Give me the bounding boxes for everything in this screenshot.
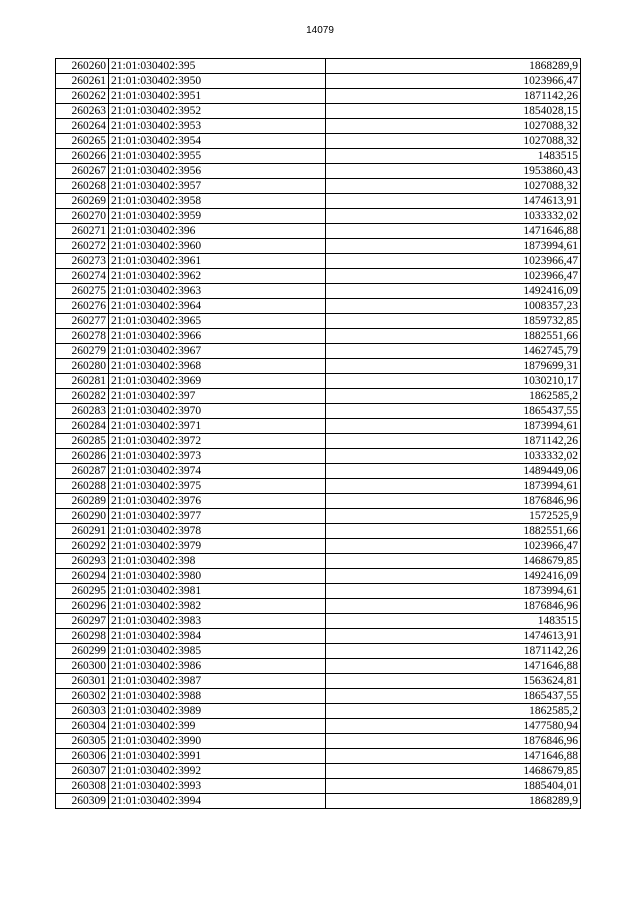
cadastral-value-cell: 1483515 bbox=[326, 149, 581, 164]
table-row bbox=[56, 764, 581, 779]
row-number-cell: 260293 bbox=[56, 554, 109, 569]
cadastral-number-cell: 21:01:030402:3966 bbox=[109, 329, 326, 344]
cadastral-value-cell: 1879699,31 bbox=[326, 359, 581, 374]
row-number-cell: 260303 bbox=[56, 704, 109, 719]
page-number: 14079 bbox=[306, 25, 334, 36]
cadastral-value-cell: 1477580,94 bbox=[326, 719, 581, 734]
cadastral-value-cell: 1027088,32 bbox=[326, 119, 581, 134]
table-row bbox=[56, 164, 581, 179]
table-row bbox=[56, 659, 581, 674]
row-number-cell: 260290 bbox=[56, 509, 109, 524]
row-number-cell: 260288 bbox=[56, 479, 109, 494]
table-row bbox=[56, 74, 581, 89]
table-row bbox=[56, 134, 581, 149]
cadastral-number-cell: 21:01:030402:3958 bbox=[109, 194, 326, 209]
row-number-cell: 260277 bbox=[56, 314, 109, 329]
table-row bbox=[56, 464, 581, 479]
cadastral-number-cell: 21:01:030402:3990 bbox=[109, 734, 326, 749]
row-number-cell: 260272 bbox=[56, 239, 109, 254]
cadastral-number-cell: 21:01:030402:3952 bbox=[109, 104, 326, 119]
cadastral-value-table bbox=[55, 58, 581, 809]
cadastral-value-cell: 1471646,88 bbox=[326, 659, 581, 674]
cadastral-value-cell: 1885404,01 bbox=[326, 779, 581, 794]
row-number-cell: 260260 bbox=[56, 59, 109, 74]
table-row bbox=[56, 629, 581, 644]
table-row bbox=[56, 314, 581, 329]
row-number-cell: 260267 bbox=[56, 164, 109, 179]
row-number-cell: 260282 bbox=[56, 389, 109, 404]
row-number-cell: 260286 bbox=[56, 449, 109, 464]
cadastral-number-cell: 21:01:030402:3993 bbox=[109, 779, 326, 794]
cadastral-value-cell: 1563624,81 bbox=[326, 674, 581, 689]
row-number-cell: 260304 bbox=[56, 719, 109, 734]
cadastral-number-cell: 21:01:030402:3965 bbox=[109, 314, 326, 329]
row-number-cell: 260298 bbox=[56, 629, 109, 644]
cadastral-number-cell: 21:01:030402:3986 bbox=[109, 659, 326, 674]
row-number-cell: 260295 bbox=[56, 584, 109, 599]
cadastral-value-cell: 1468679,85 bbox=[326, 764, 581, 779]
cadastral-value-cell: 1873994,61 bbox=[326, 419, 581, 434]
row-number-cell: 260307 bbox=[56, 764, 109, 779]
table-row bbox=[56, 494, 581, 509]
cadastral-number-cell: 21:01:030402:3962 bbox=[109, 269, 326, 284]
cadastral-number-cell: 21:01:030402:3979 bbox=[109, 539, 326, 554]
row-number-cell: 260273 bbox=[56, 254, 109, 269]
cadastral-value-cell: 1868289,9 bbox=[326, 59, 581, 74]
cadastral-number-cell: 21:01:030402:395 bbox=[109, 59, 326, 74]
table-row bbox=[56, 209, 581, 224]
table-row bbox=[56, 239, 581, 254]
row-number-cell: 260305 bbox=[56, 734, 109, 749]
cadastral-value-cell: 1871142,26 bbox=[326, 89, 581, 104]
cadastral-value-cell: 1030210,17 bbox=[326, 374, 581, 389]
cadastral-value-cell: 1876846,96 bbox=[326, 599, 581, 614]
row-number-cell: 260302 bbox=[56, 689, 109, 704]
cadastral-number-cell: 21:01:030402:3987 bbox=[109, 674, 326, 689]
cadastral-value-cell: 1492416,09 bbox=[326, 569, 581, 584]
table-row bbox=[56, 539, 581, 554]
table-row bbox=[56, 269, 581, 284]
row-number-cell: 260271 bbox=[56, 224, 109, 239]
table-row bbox=[56, 404, 581, 419]
cadastral-number-cell: 21:01:030402:3977 bbox=[109, 509, 326, 524]
cadastral-value-cell: 1876846,96 bbox=[326, 734, 581, 749]
row-number-cell: 260291 bbox=[56, 524, 109, 539]
row-number-cell: 260287 bbox=[56, 464, 109, 479]
row-number-cell: 260275 bbox=[56, 284, 109, 299]
table-row bbox=[56, 569, 581, 584]
cadastral-value-cell: 1871142,26 bbox=[326, 644, 581, 659]
cadastral-value-cell: 1033332,02 bbox=[326, 449, 581, 464]
cadastral-number-cell: 21:01:030402:3982 bbox=[109, 599, 326, 614]
row-number-cell: 260280 bbox=[56, 359, 109, 374]
row-number-cell: 260269 bbox=[56, 194, 109, 209]
cadastral-number-cell: 21:01:030402:3953 bbox=[109, 119, 326, 134]
table-row bbox=[56, 374, 581, 389]
table-row bbox=[56, 224, 581, 239]
table-row bbox=[56, 389, 581, 404]
table-body bbox=[56, 59, 581, 809]
table-row bbox=[56, 689, 581, 704]
cadastral-number-cell: 21:01:030402:3951 bbox=[109, 89, 326, 104]
table-row bbox=[56, 644, 581, 659]
table-row bbox=[56, 614, 581, 629]
cadastral-value-cell: 1865437,55 bbox=[326, 689, 581, 704]
cadastral-number-cell: 21:01:030402:3984 bbox=[109, 629, 326, 644]
cadastral-value-cell: 1953860,43 bbox=[326, 164, 581, 179]
table-row bbox=[56, 89, 581, 104]
cadastral-number-cell: 21:01:030402:3950 bbox=[109, 74, 326, 89]
row-number-cell: 260294 bbox=[56, 569, 109, 584]
cadastral-value-cell: 1023966,47 bbox=[326, 539, 581, 554]
row-number-cell: 260276 bbox=[56, 299, 109, 314]
cadastral-number-cell: 21:01:030402:3960 bbox=[109, 239, 326, 254]
row-number-cell: 260306 bbox=[56, 749, 109, 764]
table-row bbox=[56, 104, 581, 119]
table-row bbox=[56, 419, 581, 434]
table-row bbox=[56, 329, 581, 344]
row-number-cell: 260266 bbox=[56, 149, 109, 164]
cadastral-number-cell: 21:01:030402:3974 bbox=[109, 464, 326, 479]
cadastral-number-cell: 21:01:030402:3963 bbox=[109, 284, 326, 299]
table-row bbox=[56, 359, 581, 374]
table-row bbox=[56, 524, 581, 539]
row-number-cell: 260297 bbox=[56, 614, 109, 629]
cadastral-value-cell: 1873994,61 bbox=[326, 239, 581, 254]
table-row bbox=[56, 179, 581, 194]
cadastral-number-cell: 21:01:030402:3978 bbox=[109, 524, 326, 539]
row-number-cell: 260278 bbox=[56, 329, 109, 344]
cadastral-value-cell: 1033332,02 bbox=[326, 209, 581, 224]
cadastral-value-cell: 1882551,66 bbox=[326, 329, 581, 344]
table-row bbox=[56, 719, 581, 734]
cadastral-number-cell: 21:01:030402:3955 bbox=[109, 149, 326, 164]
cadastral-number-cell: 21:01:030402:3994 bbox=[109, 794, 326, 809]
cadastral-value-cell: 1027088,32 bbox=[326, 134, 581, 149]
cadastral-value-cell: 1474613,91 bbox=[326, 629, 581, 644]
row-number-cell: 260263 bbox=[56, 104, 109, 119]
cadastral-value-cell: 1871142,26 bbox=[326, 434, 581, 449]
table-row bbox=[56, 509, 581, 524]
cadastral-value-cell: 1471646,88 bbox=[326, 224, 581, 239]
table-row bbox=[56, 344, 581, 359]
cadastral-value-cell: 1882551,66 bbox=[326, 524, 581, 539]
cadastral-value-cell: 1865437,55 bbox=[326, 404, 581, 419]
cadastral-value-cell: 1462745,79 bbox=[326, 344, 581, 359]
row-number-cell: 260265 bbox=[56, 134, 109, 149]
cadastral-number-cell: 21:01:030402:3964 bbox=[109, 299, 326, 314]
table-row bbox=[56, 149, 581, 164]
table-row bbox=[56, 194, 581, 209]
row-number-cell: 260299 bbox=[56, 644, 109, 659]
cadastral-number-cell: 21:01:030402:396 bbox=[109, 224, 326, 239]
row-number-cell: 260262 bbox=[56, 89, 109, 104]
row-number-cell: 260279 bbox=[56, 344, 109, 359]
row-number-cell: 260301 bbox=[56, 674, 109, 689]
table-row bbox=[56, 704, 581, 719]
cadastral-number-cell: 21:01:030402:3989 bbox=[109, 704, 326, 719]
table-row bbox=[56, 434, 581, 449]
row-number-cell: 260308 bbox=[56, 779, 109, 794]
cadastral-value-cell: 1862585,2 bbox=[326, 389, 581, 404]
cadastral-number-cell: 21:01:030402:3970 bbox=[109, 404, 326, 419]
row-number-cell: 260268 bbox=[56, 179, 109, 194]
cadastral-value-cell: 1489449,06 bbox=[326, 464, 581, 479]
cadastral-number-cell: 21:01:030402:3975 bbox=[109, 479, 326, 494]
row-number-cell: 260289 bbox=[56, 494, 109, 509]
cadastral-number-cell: 21:01:030402:3980 bbox=[109, 569, 326, 584]
cadastral-number-cell: 21:01:030402:3992 bbox=[109, 764, 326, 779]
table-row bbox=[56, 584, 581, 599]
cadastral-value-cell: 1027088,32 bbox=[326, 179, 581, 194]
cadastral-number-cell: 21:01:030402:3961 bbox=[109, 254, 326, 269]
table-row bbox=[56, 749, 581, 764]
row-number-cell: 260274 bbox=[56, 269, 109, 284]
cadastral-number-cell: 21:01:030402:3954 bbox=[109, 134, 326, 149]
row-number-cell: 260261 bbox=[56, 74, 109, 89]
row-number-cell: 260270 bbox=[56, 209, 109, 224]
table-row bbox=[56, 734, 581, 749]
row-number-cell: 260292 bbox=[56, 539, 109, 554]
table-row bbox=[56, 299, 581, 314]
cadastral-value-cell: 1876846,96 bbox=[326, 494, 581, 509]
cadastral-value-cell: 1873994,61 bbox=[326, 479, 581, 494]
cadastral-number-cell: 21:01:030402:3959 bbox=[109, 209, 326, 224]
table-row bbox=[56, 284, 581, 299]
table-row bbox=[56, 599, 581, 614]
cadastral-value-cell: 1862585,2 bbox=[326, 704, 581, 719]
row-number-cell: 260296 bbox=[56, 599, 109, 614]
cadastral-value-cell: 1023966,47 bbox=[326, 269, 581, 284]
cadastral-value-cell: 1474613,91 bbox=[326, 194, 581, 209]
cadastral-value-cell: 1008357,23 bbox=[326, 299, 581, 314]
cadastral-value-cell: 1483515 bbox=[326, 614, 581, 629]
table-row bbox=[56, 794, 581, 809]
table-row bbox=[56, 59, 581, 74]
cadastral-value-cell: 1868289,9 bbox=[326, 794, 581, 809]
cadastral-number-cell: 21:01:030402:399 bbox=[109, 719, 326, 734]
row-number-cell: 260284 bbox=[56, 419, 109, 434]
cadastral-value-cell: 1492416,09 bbox=[326, 284, 581, 299]
table-row bbox=[56, 674, 581, 689]
cadastral-value-cell: 1572525,9 bbox=[326, 509, 581, 524]
cadastral-value-cell: 1873994,61 bbox=[326, 584, 581, 599]
row-number-cell: 260281 bbox=[56, 374, 109, 389]
table-row bbox=[56, 779, 581, 794]
cadastral-number-cell: 21:01:030402:3988 bbox=[109, 689, 326, 704]
cadastral-number-cell: 21:01:030402:3985 bbox=[109, 644, 326, 659]
cadastral-value-cell: 1854028,15 bbox=[326, 104, 581, 119]
cadastral-number-cell: 21:01:030402:3957 bbox=[109, 179, 326, 194]
cadastral-number-cell: 21:01:030402:3983 bbox=[109, 614, 326, 629]
cadastral-number-cell: 21:01:030402:3971 bbox=[109, 419, 326, 434]
cadastral-value-cell: 1468679,85 bbox=[326, 554, 581, 569]
cadastral-number-cell: 21:01:030402:3956 bbox=[109, 164, 326, 179]
cadastral-number-cell: 21:01:030402:3981 bbox=[109, 584, 326, 599]
cadastral-value-cell: 1471646,88 bbox=[326, 749, 581, 764]
row-number-cell: 260264 bbox=[56, 119, 109, 134]
row-number-cell: 260285 bbox=[56, 434, 109, 449]
cadastral-number-cell: 21:01:030402:3973 bbox=[109, 449, 326, 464]
cadastral-value-cell: 1859732,85 bbox=[326, 314, 581, 329]
table-row bbox=[56, 449, 581, 464]
row-number-cell: 260283 bbox=[56, 404, 109, 419]
row-number-cell: 260309 bbox=[56, 794, 109, 809]
cadastral-number-cell: 21:01:030402:3968 bbox=[109, 359, 326, 374]
cadastral-number-cell: 21:01:030402:3991 bbox=[109, 749, 326, 764]
table-row bbox=[56, 479, 581, 494]
cadastral-number-cell: 21:01:030402:3969 bbox=[109, 374, 326, 389]
table-row bbox=[56, 254, 581, 269]
cadastral-number-cell: 21:01:030402:3967 bbox=[109, 344, 326, 359]
table-row bbox=[56, 119, 581, 134]
cadastral-number-cell: 21:01:030402:3976 bbox=[109, 494, 326, 509]
cadastral-value-cell: 1023966,47 bbox=[326, 74, 581, 89]
table-row bbox=[56, 554, 581, 569]
cadastral-number-cell: 21:01:030402:398 bbox=[109, 554, 326, 569]
cadastral-number-cell: 21:01:030402:397 bbox=[109, 389, 326, 404]
cadastral-value-cell: 1023966,47 bbox=[326, 254, 581, 269]
row-number-cell: 260300 bbox=[56, 659, 109, 674]
cadastral-number-cell: 21:01:030402:3972 bbox=[109, 434, 326, 449]
